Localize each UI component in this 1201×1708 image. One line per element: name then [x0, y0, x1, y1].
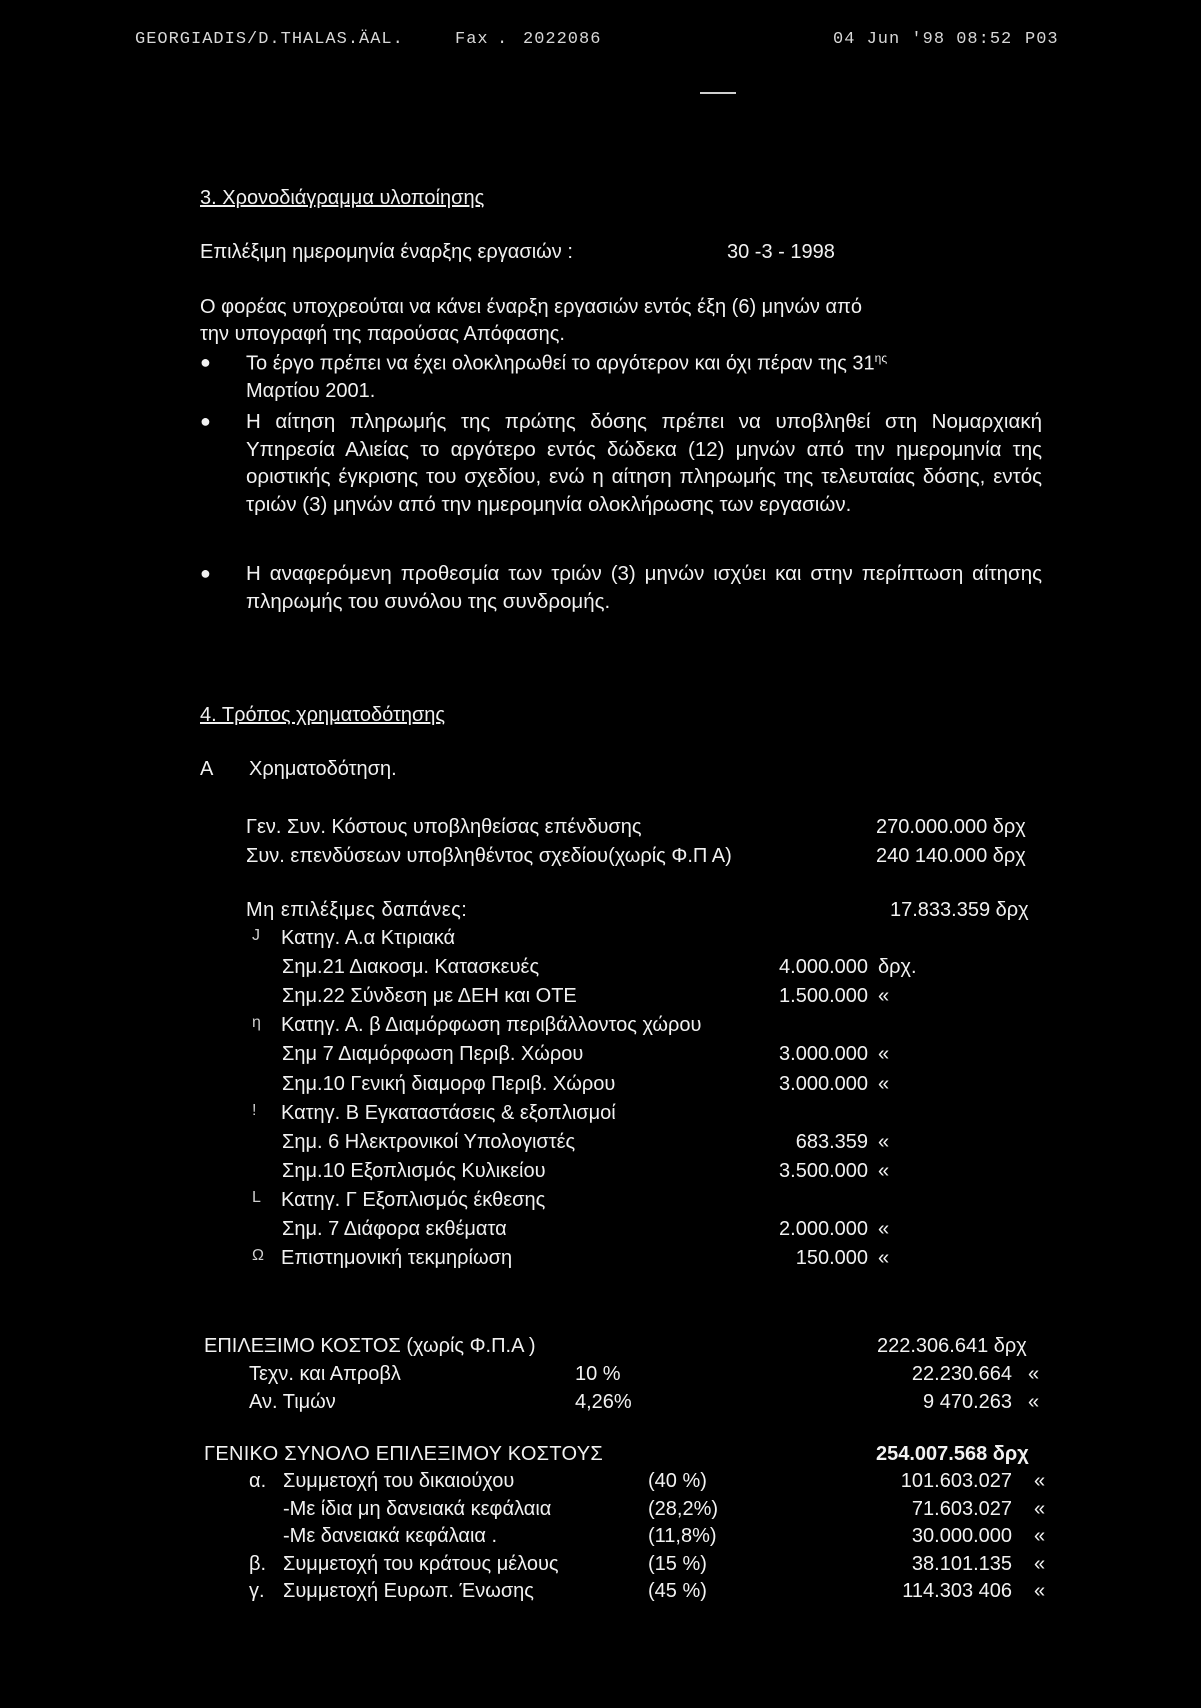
item-amount: 3.000.000: [779, 1072, 868, 1095]
grand-row-unit: «: [1034, 1580, 1046, 1602]
item-label: Σημ.10 Γενική διαμορφ Περιβ. Χώρου: [282, 1072, 616, 1095]
start-date-value: 30 -3 - 1998: [727, 241, 835, 263]
grand-row-pct: (15 %): [648, 1552, 707, 1575]
sub-letter: Α: [200, 758, 214, 780]
item-label: Κατηγ. Β Εγκαταστάσεις & εξοπλισμοί: [281, 1101, 616, 1124]
grand-row-unit: «: [1034, 1525, 1046, 1547]
eligible-title: ΕΠΙΛΕΞΙΜΟ ΚΟΣΤΟΣ (χωρίς Φ.Π.Α ): [204, 1335, 536, 1357]
item-marker: η: [252, 1014, 261, 1032]
bullet-icon: ●: [200, 563, 211, 583]
item-marker: J: [252, 927, 260, 944]
grand-row-unit: «: [1034, 1470, 1046, 1492]
item-label: Σημ. 7 Διάφορα εκθέματα: [282, 1218, 507, 1240]
item-label: Σημ 7 Διαμόρφωση Περιβ. Χώρου: [282, 1043, 584, 1066]
grand-row-value: 30.000.000: [911, 1525, 1012, 1547]
bullet3-text: Η αναφερόμενη προθεσμία των τριών (3) μηνών ισχύει και στην περίπτωση αίτησης πληρωμής του συνόλου της συνδρομής.: [246, 562, 1042, 613]
ineligible-total: 17.833.359 δρχ: [890, 899, 1029, 921]
item-label: Σημ.10 Εξοπλισμός Κυλικείου: [282, 1159, 546, 1182]
total-label: Συν. επενδύσεων υποβληθέντος σχεδίου(χωρίς Φ.Π Α): [246, 845, 732, 867]
item-label: Σημ.21 Διακοσμ. Κατασκευές: [282, 956, 540, 979]
item-unit: δρχ.: [878, 956, 917, 979]
item-label: Κατηγ. Γ Εξοπλισμός έκθεσης: [281, 1188, 546, 1211]
grand-row-label: Συμμετοχή του κράτους μέλους: [283, 1552, 559, 1575]
item-label: Σημ. 6 Ηλεκτρονικοί Υπολογιστές: [282, 1130, 576, 1153]
start-date-label: Επιλέξιμη ημερομηνία έναρξης εργασιών :: [200, 241, 573, 263]
item-label: Επιστημονική τεκμηρίωση: [281, 1247, 513, 1270]
bullet1-text: [246, 351, 887, 376]
item-marker: !: [252, 1101, 257, 1119]
item-amount: 3.000.000: [779, 1043, 868, 1066]
sub-title: Χρηματοδότηση.: [249, 758, 397, 780]
grand-row-pct: (11,8%): [648, 1525, 717, 1547]
eligible-row-value: 9 470.263: [923, 1391, 1012, 1413]
item-label: Σημ.22 Σύνδεση με ΔΕΗ και ΟΤΕ: [282, 985, 577, 1008]
eligible-row-unit: «: [1028, 1363, 1040, 1385]
grand-total: 254.007.568 δρχ: [876, 1443, 1029, 1465]
bullet2-text: Η αίτηση πληρωμής της πρώτης δόσης πρέπει να υποβληθεί στη Νομαρχιακή Υπηρεσία Αλιείας το αργότερο εντός δώδεκα (12) μηνών από την ημερομηνία της οριστικής έγκρισης του σχεδίου, ενώ η αίτηση πληρωμής της τελευταίας δόσης, εντός τριών (3) μηνών από την ημερομηνία ολοκλήρωσης των εργασιών.: [246, 410, 1042, 516]
grand-row-pct: (28,2%): [648, 1497, 719, 1520]
item-amount: 683.359: [795, 1130, 868, 1153]
bullet1-sup: ης: [874, 351, 888, 365]
fax-datetime: 04 Jun '98 08:52: [833, 30, 1013, 49]
eligible-row-label: Τεχν. και Απροβλ: [249, 1363, 401, 1385]
item-marker: Ω: [252, 1247, 264, 1265]
item-label: Κατηγ. Α.α Κτιριακά: [281, 927, 456, 949]
total-label: Γεν. Συν. Κόστους υποβληθείσας επένδυσης: [246, 816, 642, 838]
bullet1-main: Το έργο πρέπει να έχει ολοκληρωθεί το αργότερον και όχι πέραν της 31: [246, 352, 875, 375]
grand-title: ΓΕΝΙΚΟ ΣΥΝΟΛΟ ΕΠΙΛΕΞΙΜΟΥ ΚΟΣΤΟΥΣ: [204, 1443, 604, 1465]
fax-number: 2022086: [523, 30, 602, 49]
item-amount: 3.500.000: [779, 1159, 868, 1182]
grand-row-pct: (45 %): [648, 1580, 707, 1602]
grand-row-unit: «: [1034, 1497, 1046, 1520]
grand-row-label: Συμμετοχή Ευρωπ. Ένωσης: [283, 1580, 534, 1602]
grand-row-unit: «: [1034, 1552, 1046, 1575]
bullet-icon: ●: [200, 352, 211, 372]
grand-row-pct: (40 %): [648, 1470, 707, 1492]
eligible-row-pct: 10 %: [575, 1363, 621, 1385]
item-unit: «: [878, 1072, 890, 1095]
section4-heading: 4. Τρόπος χρηματοδότησης: [200, 704, 446, 726]
bullet-icon: ●: [200, 411, 211, 431]
item-amount: 150.000: [795, 1247, 868, 1270]
eligible-row-unit: «: [1028, 1391, 1040, 1413]
item-unit: «: [878, 1247, 890, 1270]
item-unit: «: [878, 1043, 890, 1066]
fax-sender: GEORGIADIS/D.THALAS.ÄAL.: [135, 30, 404, 49]
bullet1-text2: Μαρτίου 2001.: [246, 380, 376, 402]
item-unit: «: [878, 1159, 890, 1182]
eligible-row-value: 22.230.664: [911, 1363, 1012, 1385]
fax-label: Fax: [455, 30, 489, 49]
eligible-row-pct: 4,26%: [575, 1391, 632, 1413]
item-unit: «: [878, 1218, 890, 1240]
grand-row-value: 114.303 406: [902, 1580, 1012, 1602]
section3-heading: 3. Χρονοδιάγραμμα υλοποίησης: [200, 187, 485, 209]
para1-line1: Ο φορέας υποχρεούται να κάνει έναρξη εργασιών εντός έξη (6) μηνών από: [200, 296, 862, 318]
fax-dot: .: [497, 30, 509, 49]
item-unit: «: [878, 985, 890, 1008]
item-label: Κατηγ. Α. β Διαμόρφωση περιβάλλοντος χώρου: [281, 1014, 702, 1037]
item-marker: L: [252, 1188, 261, 1206]
header-dash: [700, 92, 736, 94]
grand-row-marker: β.: [249, 1552, 267, 1575]
item-amount: 1.500.000: [779, 985, 868, 1008]
fax-page: P03: [1025, 30, 1059, 49]
grand-row-marker: γ.: [249, 1580, 265, 1602]
item-amount: 4.000.000: [779, 956, 868, 979]
grand-row-value: 38.101.135: [911, 1552, 1012, 1575]
item-unit: «: [878, 1130, 890, 1153]
grand-row-value: 101.603.027: [900, 1470, 1012, 1492]
grand-row-marker: α.: [249, 1470, 267, 1492]
grand-row-label: -Με ίδια μη δανειακά κεφάλαια: [283, 1497, 552, 1520]
grand-row-value: 71.603.027: [911, 1497, 1012, 1520]
eligible-row-label: Αν. Τιμών: [249, 1391, 336, 1413]
eligible-total: 222.306.641 δρχ: [877, 1335, 1027, 1357]
grand-row-label: -Με δανειακά κεφάλαια .: [283, 1525, 498, 1547]
para1-line2: την υπογραφή της παρούσας Απόφασης.: [200, 323, 565, 345]
item-amount: 2.000.000: [779, 1218, 868, 1240]
total-value: 240 140.000 δρχ: [876, 845, 1026, 867]
ineligible-label: Μη επιλέξιμες δαπάνες:: [246, 899, 468, 921]
total-value: 270.000.000 δρχ: [876, 816, 1026, 838]
grand-row-label: Συμμετοχή του δικαιούχου: [283, 1470, 515, 1492]
